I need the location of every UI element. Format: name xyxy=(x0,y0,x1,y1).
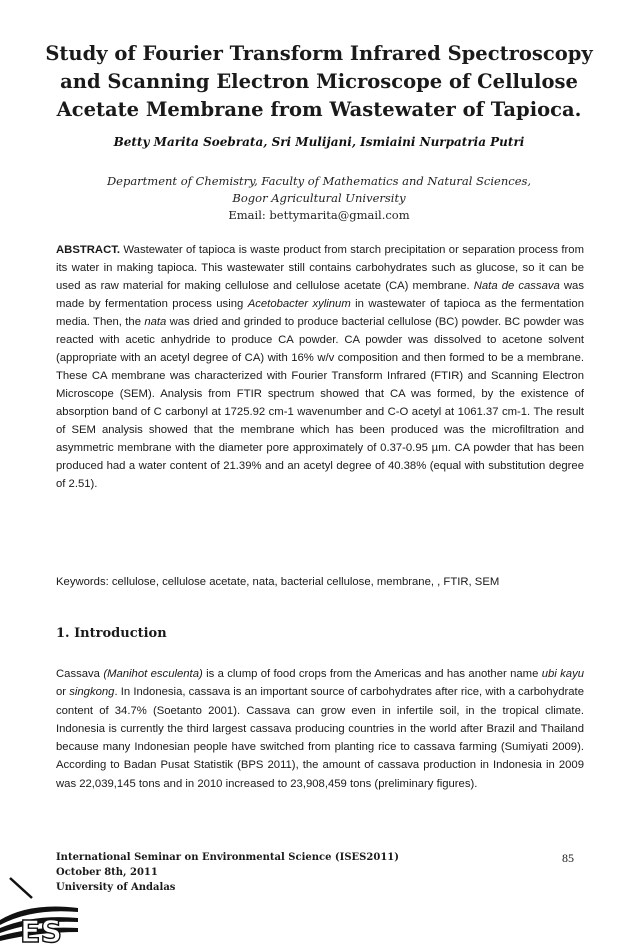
footer xyxy=(56,850,399,895)
paper-title xyxy=(40,40,598,124)
abstract-italic-2: Acetobacter xylinum xyxy=(247,298,351,310)
title-line-3: Acetate Membrane from Wastewater of Tapioca. xyxy=(56,98,582,121)
logo-text: ES xyxy=(20,915,63,946)
abstract-text-2: was made by fermentation process using xyxy=(56,280,584,310)
email-address[interactable]: Email: bettymarita@gmail.com xyxy=(228,208,410,222)
intro-italic-2: ubi kayu xyxy=(541,668,584,680)
logo-graphic xyxy=(0,868,80,946)
abstract-text-4: was dried and grinded to produce bacterial cellulose (BC) powder. BC powder was reacted with acetic anhydride to produce CA powder. CA powder was dissolved to acetone solvent (appropriate with an acetyl degree of CA) with 16% w/v composition and then formed to be a membrane. These CA membrane was characterized with Fourier Transform Infrared (FTIR) and Scanning Electron Microscope (SEM). Analysis from FTIR spectrum showed that CA was formed, by the existence of absorption band of C carbonyl at 1725.92 cm-1 wavenumber and C-O acetyl at 1061.37 cm-1. The result of SEM analysis showed that the membrane which has been produced was the microfiltration and asymmetric membrane with the diameter pore approximately of 0.37-0.95 µm. CA powder that has been produced had a water content of 21.39% and an acetyl degree of 40.38% (equal with substitution degree of 2.51). xyxy=(56,316,584,490)
abstract xyxy=(56,241,584,493)
section-heading: 1. Introduction xyxy=(56,626,167,641)
university: Bogor Agricultural University xyxy=(232,191,406,205)
abstract-italic-1: Nata de cassava xyxy=(473,280,560,292)
seminar-logo xyxy=(0,868,80,951)
affiliation xyxy=(40,173,598,224)
title-line-2: and Scanning Electron Microscope of Cellulose xyxy=(60,70,578,93)
page-number: 85 xyxy=(562,851,574,865)
abstract-text-1: Wastewater of tapioca is waste product from starch precipitation or separation process from its water in making tapioca. This wastewater still contains carbohydrates such as glucose, so it can be used as raw material for making cellulose and cellulose acetate (CA) membrane. xyxy=(56,244,584,292)
title-line-1: Study of Fourier Transform Infrared Spectroscopy xyxy=(45,42,593,65)
footer-university: University of Andalas xyxy=(56,882,176,893)
department: Department of Chemistry, Faculty of Mathematics and Natural Sciences, xyxy=(106,174,532,188)
abstract-italic-3: nata xyxy=(144,316,167,328)
intro-italic-3: singkong xyxy=(69,686,115,699)
introduction-paragraph xyxy=(56,665,584,793)
keywords: Keywords: cellulose, cellulose acetate, nata, bacterial cellulose, membrane, , FTIR, SEM xyxy=(56,576,500,588)
author-list: Betty Marita Soebrata, Sri Mulijani, Ismiaini Nurpatria Putri xyxy=(113,135,525,149)
footer-seminar: International Seminar on Environmental Science (ISES2011) xyxy=(56,852,399,863)
intro-text-4: . In Indonesia, cassava is an important source of carbohydrates after rice, with a carbohydrate content of 34.7% (Soetanto 2001). Cassava can grow even in infertile soil, in the tropical climate. Indonesia is currently the third largest cassava producing countries in the world after Brazil and Thailand because many Indonesian people have switched from planting rice to cassava farming (Sumiyati 2009). According to Badan Pusat Statistik (BPS 2011), the amount of cassava production in Indonesia in 2009 was 22,039,145 tons and in 2010 increased to 23,908,459 tons (preliminary figures). xyxy=(56,686,584,790)
abstract-text-3: in wastewater of tapioca as the fermentation media. Then, the xyxy=(56,298,584,328)
intro-text-2: is a clump of food crops from the Americas and has another name xyxy=(202,668,542,680)
intro-text-1: Cassava xyxy=(56,668,104,680)
intro-italic-1: (Manihot esculenta) xyxy=(103,668,203,680)
intro-text-3: or xyxy=(56,686,70,699)
footer-date: October 8th, 2011 xyxy=(56,867,158,878)
abstract-label: ABSTRACT. xyxy=(56,244,121,256)
